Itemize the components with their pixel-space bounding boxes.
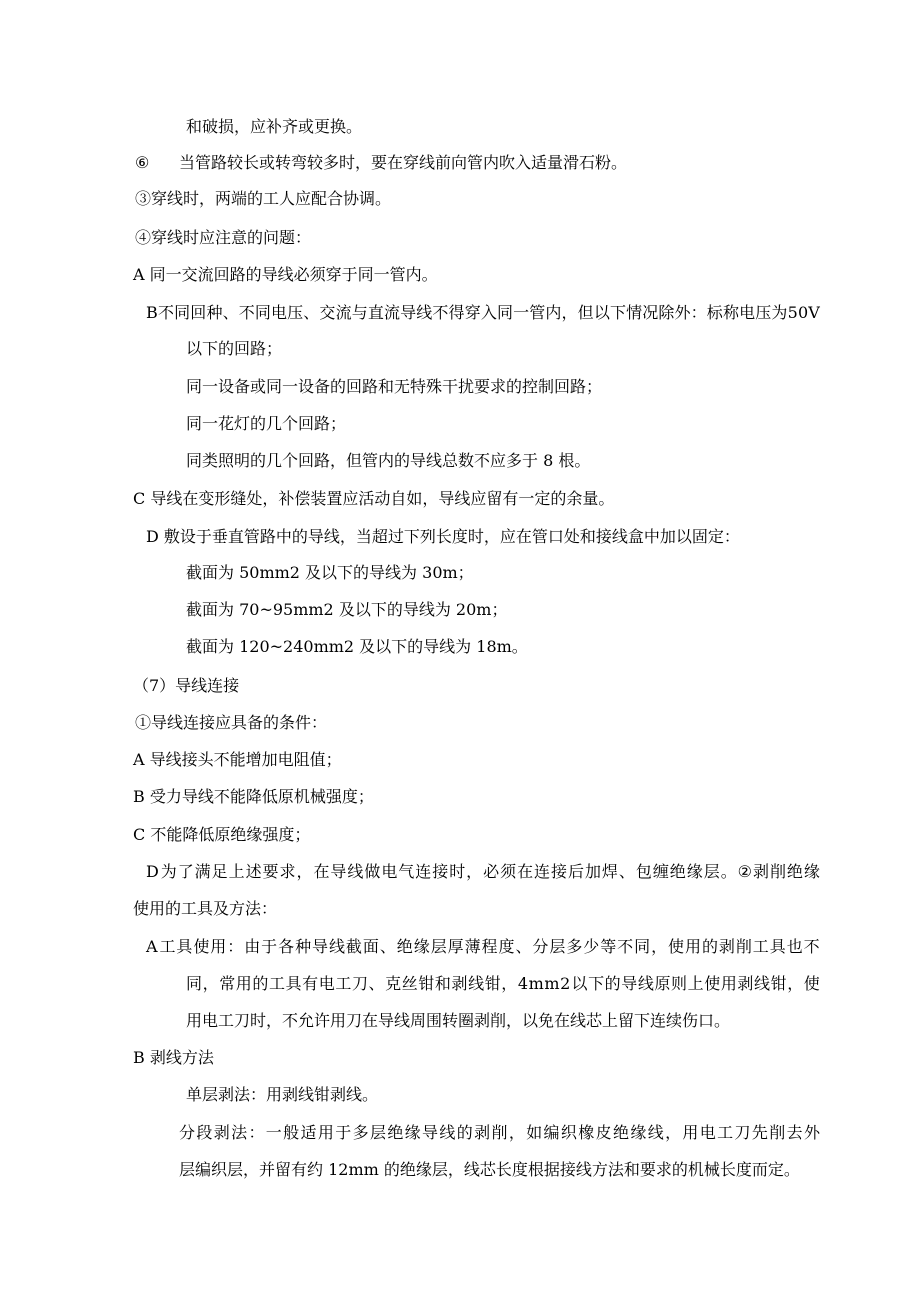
text-line: 用电工刀时，不允许用刀在导线周围转圈剥削，以免在线芯上留下连续伤口。 (186, 1011, 731, 1030)
section-heading: （7）导线连接 (133, 676, 240, 695)
text-line: 同 ， 常 用 的 工 具 有 电 工 刀 、 克 丝 钳 和 剥 线 钳 ， 4 m m 2 以 下 的 导 线 原 则 上 使 用 剥 线 钳 ， 使 (186, 974, 820, 993)
text-line: B 剥线方法 (133, 1048, 214, 1067)
circled-number-marker: ⑥ (135, 153, 150, 172)
text-line: A 工 具 使 用 ： 由 于 各 种 导 线 截 面 、 绝 缘 层 厚 薄 程 度 、 分 层 多 少 等 不 同 ， 使 用 的 剥 削 工 具 也 不 (146, 937, 820, 956)
text-line: ④穿线时应注意的问题： (135, 228, 312, 247)
text-line: 截面为 70~95mm2 及以下的导线为 20m； (186, 600, 508, 619)
text-line: 单层剥法：用剥线钳剥线。 (186, 1085, 379, 1104)
text-line: B 不 同 回 种 、 不 同 电 压 、 交 流 与 直 流 导 线 不 得 穿 入 同 一 管 内 ， 但 以 下 情 况 除 外 ： 标 称 电 压 为 5 0 V (146, 303, 820, 322)
text-line: 同一花灯的几个回路； (186, 414, 347, 433)
text-line: 使用的工具及方法： (133, 899, 278, 918)
text-line: 同一设备或同一设备的回路和无特殊干扰要求的控制回路； (186, 377, 603, 396)
text-line: 截面为 50mm2 及以下的导线为 30m； (186, 563, 474, 582)
text-line: C 导线在变形缝处，补偿装置应活动自如，导线应留有一定的余量。 (133, 489, 615, 508)
text-line: ①导线连接应具备的条件： (135, 713, 328, 732)
text-line: A 同一交流回路的导线必须穿于同一管内。 (133, 265, 438, 284)
text-line: 同类照明的几个回路，但管内的导线总数不应多于 8 根。 (186, 451, 591, 470)
text-line: D 为 了 满 足 上 述 要 求 ， 在 导 线 做 电 气 连 接 时 ， 必 须 在 连 接 后 加 焊 、 包 缠 绝 缘 层 。 ② 剥 削 绝 缘 (146, 862, 820, 881)
text-line: 以下的回路； (186, 339, 283, 358)
text-line: 当管路较长或转弯较多时，要在穿线前向管内吹入适量滑石粉。 (179, 153, 628, 172)
text-line: 截面为 120~240mm2 及以下的导线为 18m。 (186, 637, 528, 656)
text-line: 分 段 剥 法 ： 一 般 适 用 于 多 层 绝 缘 导 线 的 剥 削 ， 如 编 织 橡 皮 绝 缘 线 ， 用 电 工 刀 先 削 去 外 (179, 1123, 820, 1142)
text-line: D 敷设于垂直管路中的导线，当超过下列长度时，应在管口处和接线盒中加以固定： (146, 527, 740, 546)
text-line: C 不能降低原绝缘强度； (133, 825, 311, 844)
text-line: B 受力导线不能降低原机械强度； (133, 787, 374, 806)
text-line: A 导线接头不能增加电阻值； (133, 750, 342, 769)
text-line: ③穿线时，两端的工人应配合协调。 (135, 189, 392, 208)
text-line: 和破损，应补齐或更换。 (186, 117, 363, 136)
text-line: 层编织层，并留有约 12mm 的绝缘层，线芯长度根据接线方法和要求的机械长度而定。 (179, 1160, 800, 1179)
